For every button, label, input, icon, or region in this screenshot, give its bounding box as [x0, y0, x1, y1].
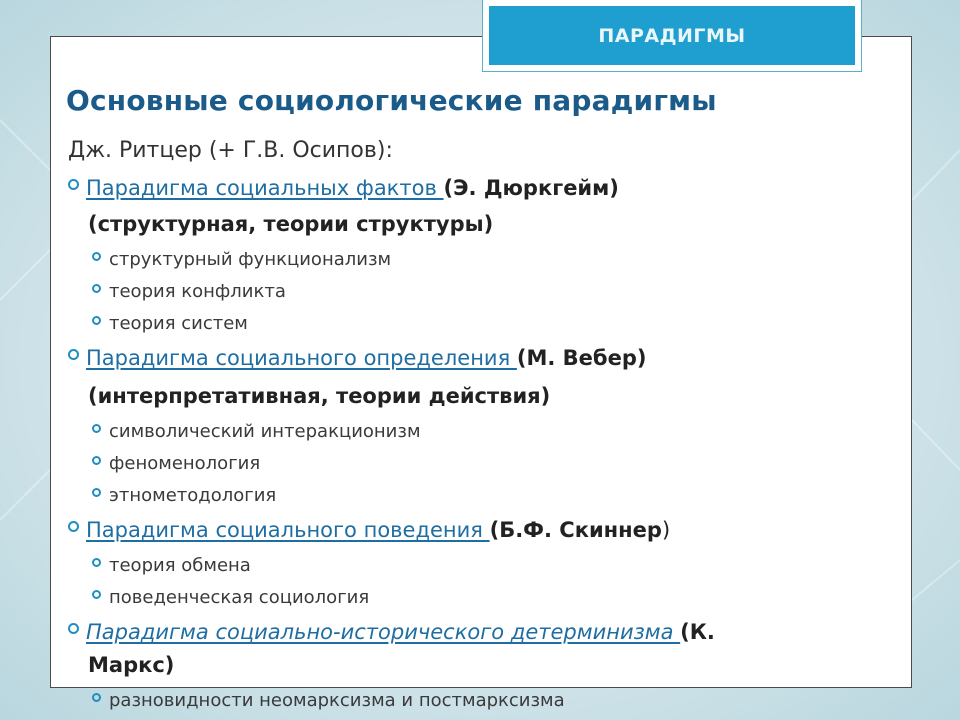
paradigm-author: (М. Вебер)	[516, 346, 647, 370]
bullet-ring-icon	[92, 284, 101, 293]
paradigm-name: Парадигма социальных фактов	[86, 176, 444, 200]
paradigm-name: Парадигма социального поведения	[86, 518, 490, 542]
list-item	[92, 690, 565, 711]
bullet-ring-icon	[92, 590, 101, 599]
list-item	[92, 421, 421, 442]
paradigm-name: Парадигма социально-исторического детерминизма	[86, 620, 681, 644]
bullet-ring-icon	[92, 558, 101, 567]
list-item	[92, 313, 248, 334]
bullet-ring-icon	[92, 424, 101, 433]
bullet-ring-icon	[68, 623, 79, 634]
paradigm-item	[68, 518, 670, 542]
bullet-ring-icon	[92, 693, 101, 702]
paradigm-author: (К.	[680, 620, 715, 644]
subitem-label: поведенческая социология	[109, 587, 370, 608]
paradigm-author-cont: Маркс)	[88, 653, 175, 677]
bullet-ring-icon	[68, 521, 79, 532]
subitem-label: разновидности неомарксизма и постмарксизма	[109, 690, 565, 711]
subitem-label: символический интеракционизм	[109, 421, 421, 442]
paradigm-author: (Б.Ф. Скиннер	[489, 518, 662, 542]
list-item	[92, 453, 260, 474]
header-tag: ПАРАДИГМЫ	[489, 6, 855, 65]
paradigm-item	[68, 620, 715, 644]
paradigm-author-close: )	[661, 518, 671, 542]
subitem-label: этнометодология	[109, 485, 277, 506]
paradigm-note: (интерпретативная, теории действия)	[88, 384, 551, 408]
paradigm-name: Парадигма социального определения	[86, 346, 517, 370]
subitem-label: теория систем	[109, 313, 248, 334]
paradigm-note: (структурная, теории структуры)	[88, 212, 494, 236]
subitem-label: теория обмена	[109, 555, 251, 576]
bullet-ring-icon	[68, 349, 79, 360]
list-item	[92, 555, 251, 576]
bullet-ring-icon	[92, 488, 101, 497]
bullet-ring-icon	[68, 179, 79, 190]
subitem-label: феноменология	[109, 453, 261, 474]
bullet-ring-icon	[92, 252, 101, 261]
header-tag-box	[482, 0, 862, 72]
list-item	[92, 281, 286, 302]
list-item	[92, 249, 391, 270]
bullet-ring-icon	[92, 316, 101, 325]
subitem-label: структурный функционализм	[109, 249, 392, 270]
paradigm-author: (Э. Дюркгейм)	[443, 176, 619, 200]
slide-subtitle: Дж. Ритцер (+ Г.В. Осипов):	[68, 138, 393, 163]
bullet-ring-icon	[92, 456, 101, 465]
list-item	[92, 587, 369, 608]
subitem-label: теория конфликта	[109, 281, 286, 302]
list-item	[92, 485, 276, 506]
slide-title: Основные социологические парадигмы	[66, 84, 717, 117]
paradigm-item	[68, 346, 646, 370]
paradigm-item	[68, 176, 619, 200]
